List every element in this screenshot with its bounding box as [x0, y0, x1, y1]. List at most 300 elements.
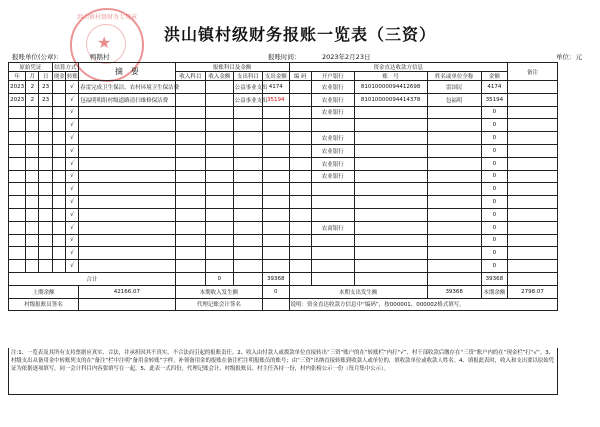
cell-transfer: √	[65, 93, 78, 106]
cell-expense-amount	[263, 196, 289, 209]
cell-note	[508, 196, 558, 209]
cell-summary	[79, 196, 176, 209]
cell-account	[354, 247, 427, 260]
table-row	[9, 247, 558, 260]
cell-expense-subject	[233, 183, 262, 196]
cell-income-subject	[175, 119, 205, 132]
cell-expense-subject	[233, 247, 262, 260]
header-payee-group: 资金直达收款方信息	[289, 63, 508, 72]
cell-income-subject	[175, 247, 205, 260]
cell-amount: 0	[481, 106, 507, 119]
cell-income-subject	[175, 234, 205, 247]
cell-income-amount	[206, 221, 233, 234]
cell-transfer: √	[65, 81, 78, 94]
cell-day	[39, 221, 52, 234]
cell-amount: 0	[481, 157, 507, 170]
cell-bank: 农业银行	[311, 106, 354, 119]
cell-expense-amount	[263, 157, 289, 170]
cell-transfer: √	[65, 157, 78, 170]
cell-expense-subject: 公益事业支出	[233, 93, 262, 106]
cell-expense-amount	[263, 234, 289, 247]
cell-cash	[52, 106, 65, 119]
header-summary: 摘 要	[79, 63, 176, 81]
cell-income-amount	[206, 208, 233, 221]
cell-income-subject	[175, 196, 205, 209]
cell-amount: 4174	[481, 81, 507, 94]
cell-cash	[52, 234, 65, 247]
cell-year	[9, 106, 26, 119]
cell-code	[289, 106, 311, 119]
cell-income-amount	[206, 93, 233, 106]
cell-code	[289, 93, 311, 106]
cell-code	[289, 132, 311, 145]
cell-summary	[79, 234, 176, 247]
header-settle: 结算方式	[52, 63, 78, 72]
cell-summary	[79, 119, 176, 132]
cell-bank	[311, 260, 354, 273]
header-note: 备注	[508, 63, 558, 81]
cell-bank: 农业银行	[311, 157, 354, 170]
cell-day	[39, 170, 52, 183]
time-label: 报账时间：	[268, 53, 301, 61]
cell-account	[354, 106, 427, 119]
table-row	[9, 106, 558, 119]
table-row	[9, 221, 558, 234]
table-row	[9, 144, 558, 157]
cell-expense-subject	[233, 132, 262, 145]
cell-cash	[52, 157, 65, 170]
cell-code	[289, 234, 311, 247]
cell-note	[508, 183, 558, 196]
cell-payee-name	[427, 234, 481, 247]
cell-transfer: √	[65, 208, 78, 221]
table-row	[9, 119, 558, 132]
cell-day: 23	[39, 81, 52, 94]
cell-year	[9, 157, 26, 170]
cell-expense-amount	[263, 221, 289, 234]
cell-year	[9, 183, 26, 196]
cell-code	[289, 144, 311, 157]
cell-expense-subject	[233, 119, 262, 132]
cell-income-subject	[175, 170, 205, 183]
cell-income-subject	[175, 260, 205, 273]
cell-expense-subject	[233, 234, 262, 247]
cell-transfer: √	[65, 196, 78, 209]
cell-summary	[79, 260, 176, 273]
table-row	[9, 81, 558, 94]
cell-note	[508, 260, 558, 273]
table-row	[9, 234, 558, 247]
reporter-signature-field[interactable]	[79, 298, 176, 311]
cell-transfer: √	[65, 234, 78, 247]
cell-payee-name	[427, 221, 481, 234]
cell-payee-name	[427, 157, 481, 170]
cell-payee-name	[427, 247, 481, 260]
cell-payee-name: 包福明	[427, 93, 481, 106]
cell-income-amount	[206, 106, 233, 119]
cell-month	[26, 119, 39, 132]
table-row	[9, 170, 558, 183]
cell-note	[508, 144, 558, 157]
cell-bank: 农业银行	[311, 170, 354, 183]
total-payee-amount: 39368	[481, 272, 507, 285]
cell-month	[26, 132, 39, 145]
cell-expense-subject	[233, 196, 262, 209]
cell-account: 81010000094414378	[354, 93, 427, 106]
expense-total-label: 本期支出发生额	[289, 285, 427, 298]
cell-expense-amount	[263, 208, 289, 221]
cell-day	[39, 132, 52, 145]
cell-note	[508, 132, 558, 145]
cell-amount: 0	[481, 144, 507, 157]
total-expense: 39368	[263, 272, 289, 285]
header-payee-name: 姓名或单位全称	[427, 72, 481, 81]
cell-payee-name	[427, 196, 481, 209]
cell-account	[354, 144, 427, 157]
cell-summary	[79, 157, 176, 170]
cell-transfer: √	[65, 221, 78, 234]
cell-cash	[52, 221, 65, 234]
cell-year	[9, 119, 26, 132]
cell-account	[354, 183, 427, 196]
cell-summary	[79, 208, 176, 221]
cell-account	[354, 170, 427, 183]
cell-amount: 0	[481, 132, 507, 145]
cell-cash	[52, 132, 65, 145]
cell-expense-amount	[263, 183, 289, 196]
cell-income-amount	[206, 183, 233, 196]
expense-total-value: 39368	[427, 285, 481, 298]
header-voucher: 原始凭证	[9, 63, 53, 72]
reporter-signature-label: 村级报账员签名	[9, 298, 79, 311]
cell-transfer: √	[65, 247, 78, 260]
cell-day	[39, 234, 52, 247]
cell-payee-name	[427, 132, 481, 145]
cell-income-amount	[206, 144, 233, 157]
header-amount: 金额	[481, 72, 507, 81]
cell-year	[9, 170, 26, 183]
cell-income-subject	[175, 208, 205, 221]
cell-transfer: √	[65, 144, 78, 157]
cell-expense-amount	[263, 260, 289, 273]
cell-payee-name: 雷国民	[427, 81, 481, 94]
cell-expense-subject	[233, 106, 262, 119]
cell-month	[26, 234, 39, 247]
cell-cash	[52, 81, 65, 94]
cell-payee-name	[427, 170, 481, 183]
cell-year	[9, 234, 26, 247]
cell-income-amount	[206, 132, 233, 145]
cell-bank	[311, 196, 354, 209]
cell-amount: 35194	[481, 93, 507, 106]
cell-day: 23	[39, 93, 52, 106]
cell-income-subject	[175, 93, 205, 106]
cell-expense-subject	[233, 208, 262, 221]
cell-expense-amount	[263, 170, 289, 183]
cell-income-subject	[175, 183, 205, 196]
cell-cash	[52, 208, 65, 221]
cell-bank	[311, 183, 354, 196]
table-row	[9, 196, 558, 209]
cell-summary	[79, 221, 176, 234]
cell-account	[354, 260, 427, 273]
cell-year	[9, 260, 26, 273]
cell-cash	[52, 119, 65, 132]
cell-cash	[52, 247, 65, 260]
table-row	[9, 93, 558, 106]
cell-payee-name	[427, 260, 481, 273]
header-bank: 开户银行	[311, 72, 354, 81]
cell-cash	[52, 144, 65, 157]
cell-note	[508, 234, 558, 247]
cell-month	[26, 247, 39, 260]
cell-amount: 0	[481, 196, 507, 209]
cell-bank	[311, 119, 354, 132]
cell-day	[39, 119, 52, 132]
cell-expense-amount	[263, 119, 289, 132]
cell-income-amount	[206, 170, 233, 183]
cell-month	[26, 170, 39, 183]
table-row	[9, 157, 558, 170]
cell-bank: 农业银行	[311, 132, 354, 145]
cell-amount: 0	[481, 221, 507, 234]
header-code: 编 码	[289, 72, 311, 81]
cell-amount: 0	[481, 208, 507, 221]
unit-value: 鸭鹅村	[90, 53, 110, 61]
cell-code	[289, 119, 311, 132]
cell-account	[354, 196, 427, 209]
cell-transfer: √	[65, 106, 78, 119]
cell-note	[508, 81, 558, 94]
cell-code	[289, 170, 311, 183]
cell-expense-amount	[263, 132, 289, 145]
cell-expense-subject	[233, 260, 262, 273]
cell-bank	[311, 208, 354, 221]
header-income-subject: 收入科目	[175, 72, 205, 81]
cell-income-amount	[206, 247, 233, 260]
cell-month	[26, 157, 39, 170]
cell-month	[26, 196, 39, 209]
page-title: 洪山镇村级财务报账一览表（三资）	[163, 25, 436, 44]
cell-month	[26, 106, 39, 119]
cell-account	[354, 221, 427, 234]
header-cash: 现金	[52, 72, 65, 81]
cell-day	[39, 157, 52, 170]
ledger-table	[8, 62, 558, 311]
cell-account: 81010000094412698	[354, 81, 427, 94]
seal-star-icon: ★	[97, 33, 112, 52]
cell-year	[9, 208, 26, 221]
footer-notes: 注:1、一览表及其所有支持票据应真实、合法，并承担因其不真实、不合法而引起的报账责任。2、收入由付款人或拨款单位直接转出“三资”账户的在“转账栏”内打“√”，村干部收款后缴存在“三资”账户内的在“现金栏”打“√”。3、村级支出从备用金中转账列支的在“备注”栏中注明“备用金转账”字样，补领备用金的报账在备注栏注明报账员的账号；由“三资”出纳直接转账到收款人或单位的，填收款单位或收款人姓名。4、填报此表时，收入和支出要以原始凭证为依据逐项填写，同一会计科目内容要填写在一起。5、此表一式四份，代理记账会计、村级报账员、村主任各持一份，村内张榜公示一份（每月集中公示）。	[8, 348, 558, 395]
table-row	[9, 132, 558, 145]
header-subjects: 报账科目及金额	[175, 63, 289, 72]
cell-month	[26, 144, 39, 157]
cell-payee-name	[427, 183, 481, 196]
table-row	[9, 208, 558, 221]
cell-income-subject	[175, 157, 205, 170]
cell-year: 2023	[9, 81, 26, 94]
unit-label: 报账单位(公章)：	[12, 53, 63, 61]
cell-month	[26, 208, 39, 221]
cell-transfer: √	[65, 260, 78, 273]
cell-code	[289, 157, 311, 170]
cell-income-amount	[206, 196, 233, 209]
cell-income-subject	[175, 106, 205, 119]
cell-year	[9, 144, 26, 157]
prev-balance-label: 上期余额	[9, 285, 79, 298]
cell-bank: 农业银行	[311, 81, 354, 94]
cell-code	[289, 221, 311, 234]
agent-signature-label: 代理记账会计签名	[175, 298, 262, 311]
cell-note	[508, 157, 558, 170]
cell-expense-amount	[263, 106, 289, 119]
cell-note	[508, 247, 558, 260]
cell-amount: 0	[481, 234, 507, 247]
cell-year	[9, 196, 26, 209]
cell-account	[354, 208, 427, 221]
cell-day	[39, 106, 52, 119]
cell-payee-name	[427, 144, 481, 157]
cell-cash	[52, 170, 65, 183]
cell-payee-name	[427, 208, 481, 221]
cell-month	[26, 221, 39, 234]
cell-summary: 包福明明组村级道路清扫维修保洁费	[79, 93, 176, 106]
currency-label: 单位：元	[556, 53, 582, 61]
cell-expense-subject	[233, 170, 262, 183]
cell-income-amount	[206, 234, 233, 247]
cell-summary: 春雷完成卫生保洁、农村环境卫生保洁费	[79, 81, 176, 94]
cell-payee-name	[427, 119, 481, 132]
header-year: 年	[9, 72, 26, 81]
cell-account	[354, 234, 427, 247]
cell-day	[39, 247, 52, 260]
cell-income-subject	[175, 144, 205, 157]
cell-income-amount	[206, 157, 233, 170]
header-income-amount: 收入金额	[206, 72, 233, 81]
cell-summary	[79, 170, 176, 183]
cell-note	[508, 170, 558, 183]
cell-income-subject	[175, 221, 205, 234]
cell-summary	[79, 183, 176, 196]
total-income: 0	[206, 272, 233, 285]
cell-income-amount	[206, 119, 233, 132]
header-expense-subject: 支出科目	[233, 72, 262, 81]
cell-cash	[52, 260, 65, 273]
cell-transfer: √	[65, 183, 78, 196]
cell-expense-amount	[263, 247, 289, 260]
cell-note	[508, 93, 558, 106]
cell-bank: 农业银行	[311, 93, 354, 106]
cell-amount: 0	[481, 170, 507, 183]
cell-cash	[52, 196, 65, 209]
cell-year: 2023	[9, 93, 26, 106]
cell-code	[289, 247, 311, 260]
current-balance-value: 2798.07	[508, 285, 558, 298]
cell-summary	[79, 132, 176, 145]
cell-transfer: √	[65, 132, 78, 145]
cell-amount: 0	[481, 260, 507, 273]
cell-note	[508, 119, 558, 132]
cell-code	[289, 208, 311, 221]
cell-income-amount	[206, 81, 233, 94]
total-label: 合计	[9, 272, 176, 285]
cell-summary	[79, 247, 176, 260]
cell-code	[289, 81, 311, 94]
cell-payee-name	[427, 106, 481, 119]
cell-amount: 0	[481, 119, 507, 132]
cell-cash	[52, 183, 65, 196]
income-total-label: 本期收入发生额	[175, 285, 262, 298]
cell-bank	[311, 234, 354, 247]
cell-day	[39, 144, 52, 157]
cell-day	[39, 208, 52, 221]
header-day: 日	[39, 72, 52, 81]
cell-note	[508, 221, 558, 234]
cell-bank: 农商银行	[311, 221, 354, 234]
cell-expense-amount	[263, 144, 289, 157]
cell-note	[508, 208, 558, 221]
cell-expense-subject	[233, 221, 262, 234]
cell-note	[508, 106, 558, 119]
table-row	[9, 183, 558, 196]
cell-expense-subject: 公益事业支出	[233, 81, 262, 94]
cell-bank	[311, 247, 354, 260]
cell-amount: 0	[481, 247, 507, 260]
cell-code	[289, 183, 311, 196]
cell-day	[39, 183, 52, 196]
income-total-value: 0	[263, 285, 289, 298]
cell-expense-amount: 35194	[263, 93, 289, 106]
cell-summary	[79, 106, 176, 119]
header-transfer: 转账	[65, 72, 78, 81]
cell-expense-amount: 4174	[263, 81, 289, 94]
current-balance-label: 本期余额	[481, 285, 507, 298]
cell-summary	[79, 144, 176, 157]
cell-account	[354, 132, 427, 145]
cell-cash	[52, 93, 65, 106]
cell-year	[9, 247, 26, 260]
table-row	[9, 260, 558, 273]
cell-code	[289, 260, 311, 273]
time-value: 2023年2月23日	[322, 53, 371, 61]
cell-month	[26, 183, 39, 196]
cell-month: 2	[26, 81, 39, 94]
cell-code	[289, 196, 311, 209]
header-month: 月	[26, 72, 39, 81]
cell-month: 2	[26, 93, 39, 106]
cell-day	[39, 260, 52, 273]
cell-transfer: √	[65, 119, 78, 132]
cell-account	[354, 119, 427, 132]
agent-signature-field[interactable]	[263, 298, 289, 311]
cell-expense-subject	[233, 144, 262, 157]
seal-text: 洪山镇村级财务专用章	[76, 14, 137, 21]
cell-month	[26, 260, 39, 273]
prev-balance-value: 42166.07	[79, 285, 176, 298]
cell-year	[9, 221, 26, 234]
cell-bank: 农业银行	[311, 144, 354, 157]
cell-amount: 0	[481, 183, 507, 196]
cell-income-subject	[175, 132, 205, 145]
cell-income-amount	[206, 260, 233, 273]
header-account: 账 号	[354, 72, 427, 81]
cell-year	[9, 132, 26, 145]
cell-income-subject	[175, 81, 205, 94]
cell-day	[39, 196, 52, 209]
cell-account	[354, 157, 427, 170]
cell-transfer: √	[65, 170, 78, 183]
signature-explain: 说明：资金直达收款方信息中“编码”，按000001、000002格式填写。	[289, 298, 557, 311]
